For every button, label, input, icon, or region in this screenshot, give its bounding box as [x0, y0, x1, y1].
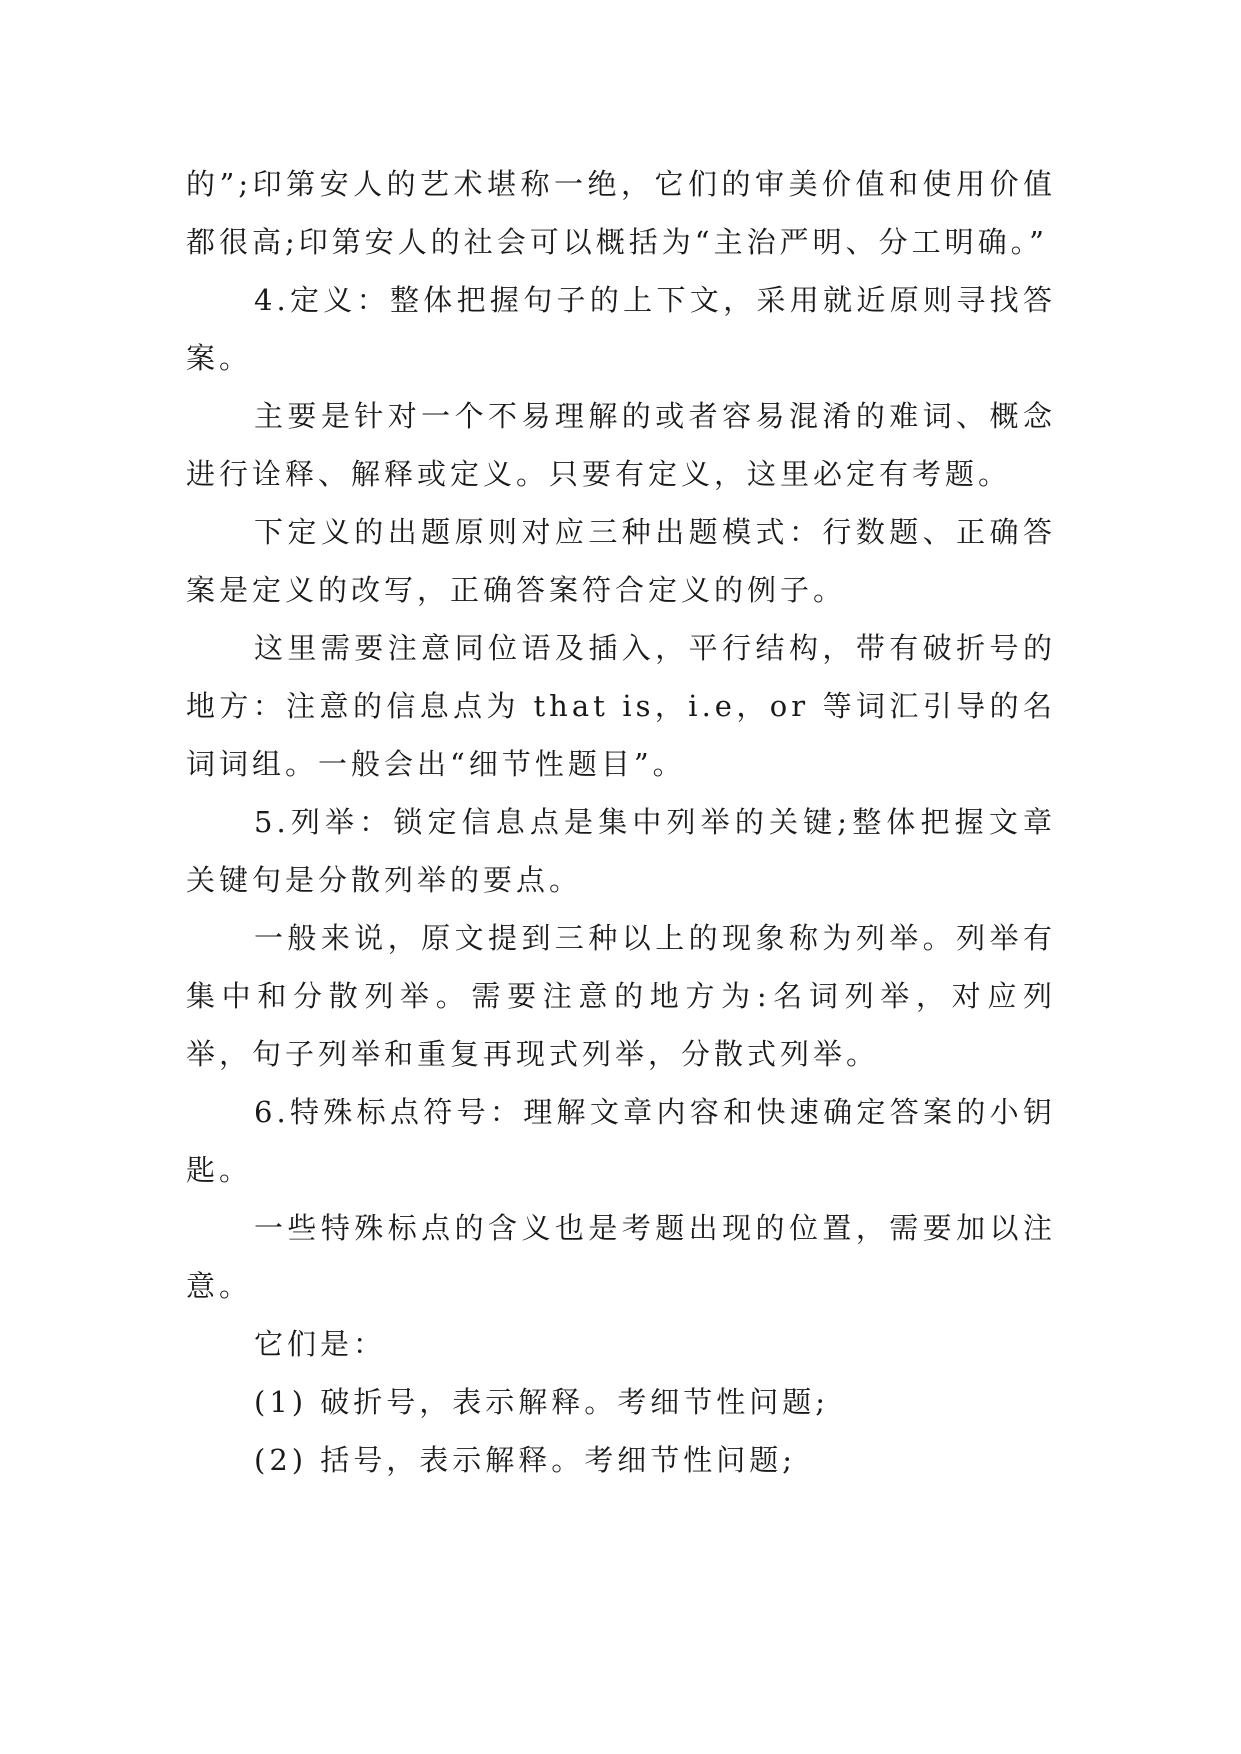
paragraph-punctuation-heading: 6.特殊标点符号：理解文章内容和快速确定答案的小钥匙。 [186, 1095, 1056, 1187]
paragraph-3: 主要是针对一个不易理解的或者容易混淆的难词、概念进行诠释、解释或定义。只要有定义，这里必定有考题。 [186, 399, 1056, 491]
paragraph-9: 一些特殊标点的含义也是考题出现的位置，需要加以注意。 [186, 1211, 1056, 1303]
paragraph-10: 它们是： [254, 1327, 387, 1361]
paragraph-1: 的”;印第安人的艺术堪称一绝，它们的审美价值和使用价值都很高;印第安人的社会可以概括为“主治严明、分工明确。” [186, 167, 1056, 259]
document-page [186, 155, 1056, 1489]
paragraph-5: 这里需要注意同位语及插入，平行结构，带有破折号的地方：注意的信息点为 that is，i.e，or 等词汇引导的名词词组。一般会出“细节性题目”。 [186, 631, 1056, 781]
list-item-2: (2) 括号，表示解释。考细节性问题; [254, 1443, 797, 1477]
paragraph-7: 一般来说，原文提到三种以上的现象称为列举。列举有集中和分散列举。需要注意的地方为:名词列举，对应列举，句子列举和重复再现式列举，分散式列举。 [186, 921, 1056, 1071]
paragraph-definition-heading: 4.定义：整体把握句子的上下文，采用就近原则寻找答案。 [186, 283, 1056, 375]
paragraph-enumeration-heading: 5.列举：锁定信息点是集中列举的关键;整体把握文章关键句是分散列举的要点。 [186, 805, 1056, 897]
list-item-1: (1) 破折号，表示解释。考细节性问题; [254, 1385, 830, 1419]
paragraph-4: 下定义的出题原则对应三种出题模式：行数题、正确答案是定义的改写，正确答案符合定义的例子。 [186, 515, 1056, 607]
